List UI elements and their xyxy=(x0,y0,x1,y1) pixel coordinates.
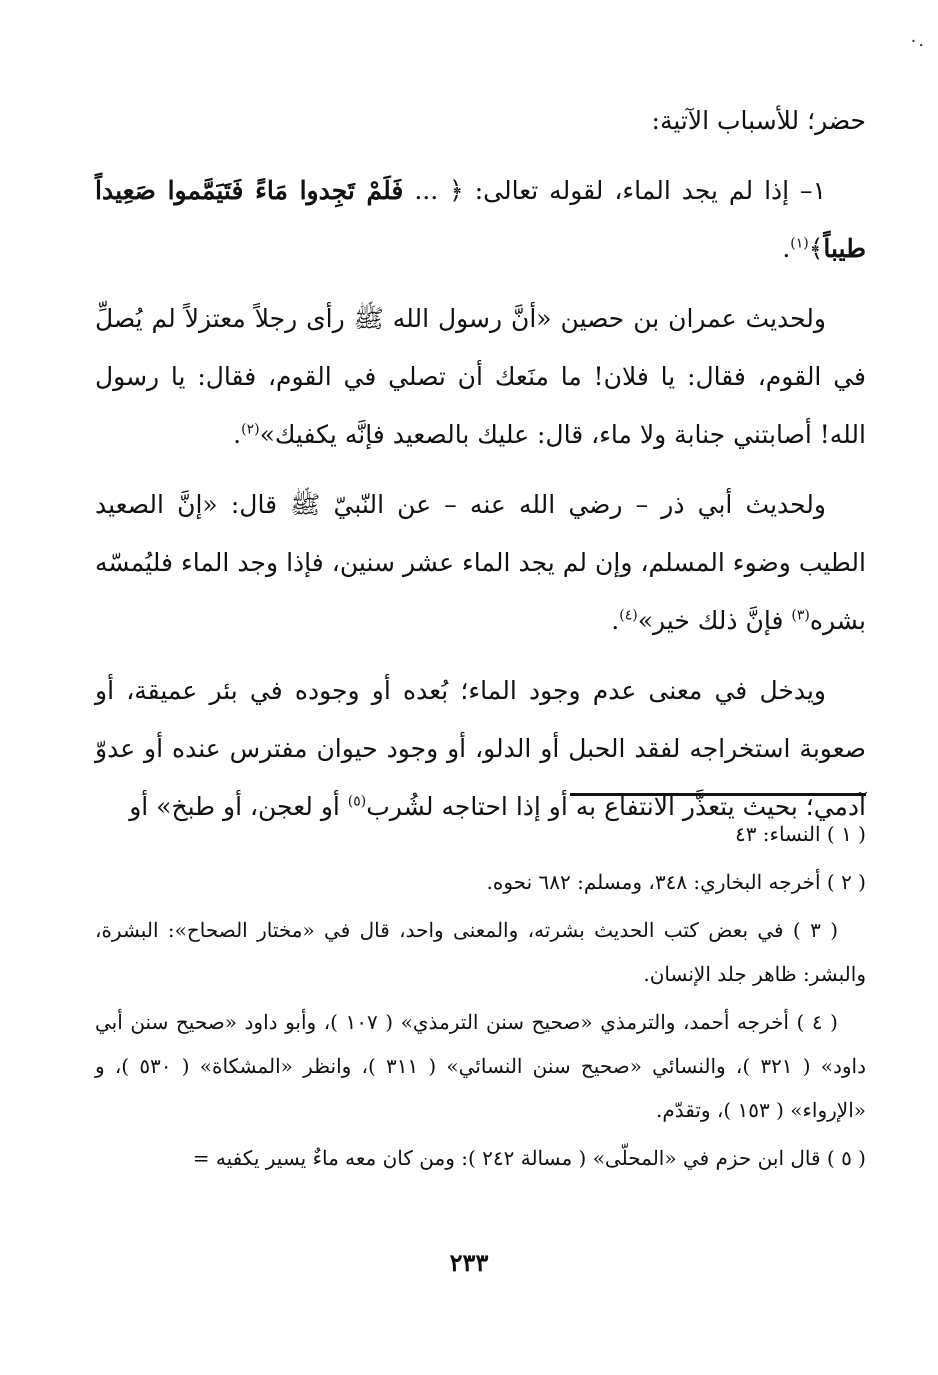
paragraph-3-end: . xyxy=(611,606,620,635)
paragraph-2-text: ولحديث عمران بن حصين «أنَّ رسول الله ﷺ رأى رجلاً معتزلاً لم يُصلِّ في القوم، فقال: يا فلان! ما منَعك أن تصلي في القوم، فقال: يا رسول الله! أصابتني جنابة ولا ماء، قال: عليك بالصعيد فإنَّه يكفيك» xyxy=(95,304,866,449)
paragraph-2-end: . xyxy=(233,420,242,449)
footnote-ref-1: (١) xyxy=(790,235,809,252)
paragraph-4-text-a: ويدخل في معنى عدم وجود الماء؛ بُعده أو وجوده في بئر عميقة، أو صعوبة استخراجه لفقد الحبل أو الدلو، أو وجود حيوان مفترس عنده أو عدوّ آدمي؛ بحيث يتعذَّر الانتفاع به أو إذا احتاجه لشُرب xyxy=(95,676,866,821)
quran-verse: فَلَمْ تَجِدوا مَاءً فَتَيَمَّموا صَعِيداً طيباً xyxy=(95,176,866,263)
paragraph-4-text-b: أو لعجن، أو طبخ» أو xyxy=(129,792,348,821)
main-text xyxy=(95,92,866,848)
corner-mark: ٠. xyxy=(908,30,924,51)
footnote-ref-3: (٣) xyxy=(791,607,810,624)
paragraph-heading: حضر؛ للأسباب الآتية: xyxy=(651,106,866,135)
paragraph-3 xyxy=(95,476,866,650)
footnote-ref-2: (٢) xyxy=(241,421,260,438)
paragraph-2 xyxy=(95,290,866,464)
footnote-4: ( ٤ ) أخرجه أحمد، والترمذي «صحيح سنن الترمذي» ( ١٠٧ )، وأبو داود «صحيح سنن أبي داود» ( ٣٢١ )، والنسائي «صحيح سنن النسائي» ( ٣١١ )، وانظر «المشكاة» ( ٥٣٠ )، و «الإرواء» ( ١٥٣ )، وتقدّم. xyxy=(95,1010,867,1122)
paragraph-1-end: . xyxy=(782,234,791,263)
footnote-1: ( ١ ) النساء: ٤٣ xyxy=(734,822,866,846)
footnote-ref-4: (٤) xyxy=(619,607,638,624)
footnote-3: ( ٣ ) في بعض كتب الحديث بشرته، والمعنى واحد، قال في «مختار الصحاح»: البشرة، والبشر: ظاهر جلد الإنسان. xyxy=(95,918,866,986)
paragraph-4 xyxy=(95,662,866,836)
quran-bracket-close: ﴾ xyxy=(808,234,824,263)
page-number: ٢٣٣ xyxy=(449,1248,489,1277)
footnote-divider xyxy=(570,793,866,796)
footnote-5: ( ٥ ) قال ابن حزم في «المحلّى» ( مسالة ٢٤٢ ): ومن كان معه ماءٌ يسير يكفيه = xyxy=(192,1146,866,1170)
footnote-2: ( ٢ ) أخرجه البخاري: ٣٤٨، ومسلم: ٦٨٢ نحوه. xyxy=(486,870,866,894)
footnote-ref-5: (٥) xyxy=(347,793,367,810)
footnotes xyxy=(95,812,866,1184)
paragraph-3-text-a: ولحديث أبي ذر – رضي الله عنه – عن النّبيّ ﷺ قال: «إنَّ الصعيد الطيب وضوء المسلم، وإن لم يجد الماء عشر سنين، فإذا وجد الماء فليُمسّه بشره xyxy=(95,490,866,635)
paragraph-1-intro: ١– إذا لم يجد الماء، لقوله تعالى: ﴿ ... xyxy=(403,176,826,205)
paragraph-3-text-b: فإنَّ ذلك خير» xyxy=(637,606,792,635)
paragraph-1 xyxy=(95,162,866,278)
